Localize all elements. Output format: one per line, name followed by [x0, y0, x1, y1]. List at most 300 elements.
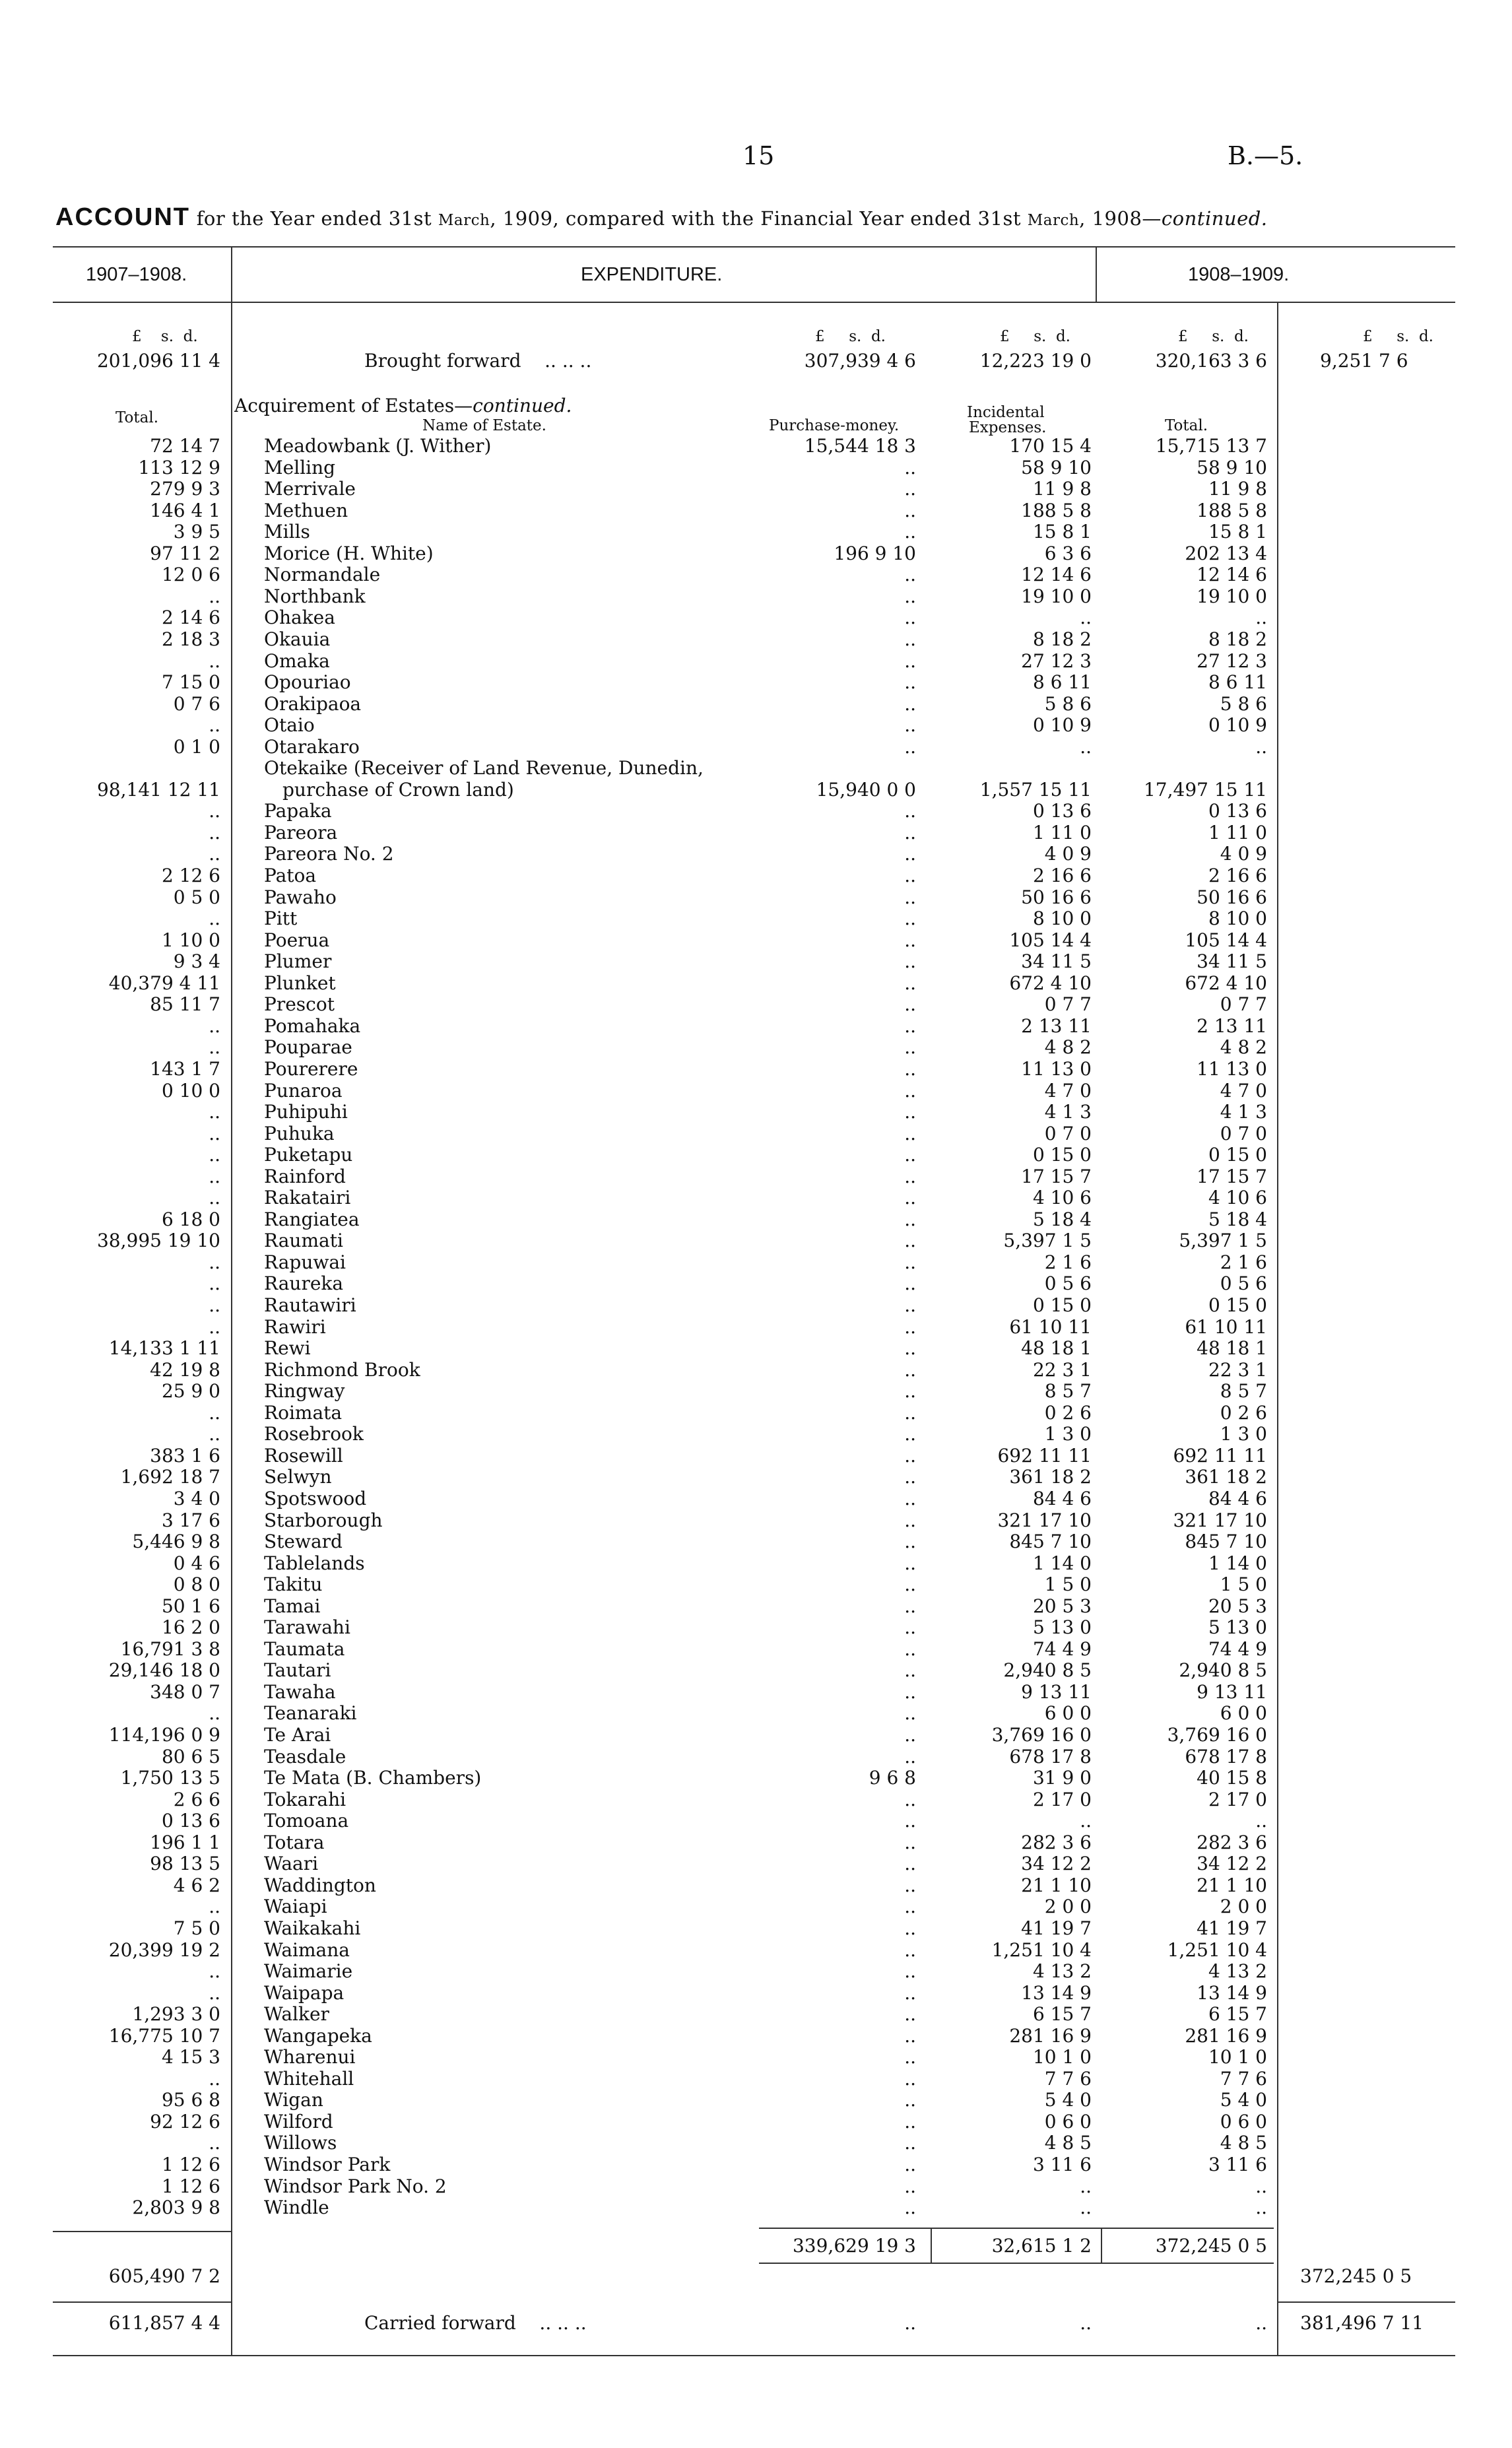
cell-estate-name: Te Mata (B. Chambers): [264, 1768, 482, 1789]
cell-prior-total: ..: [209, 1101, 220, 1123]
cell-purchase-money: ..: [904, 478, 916, 500]
cell-purchase-money: ..: [904, 628, 916, 650]
cell-purchase-money: ..: [904, 1079, 916, 1102]
cell-incidental-expenses: 1,251 10 4: [991, 1938, 1092, 1961]
cell-incidental-expenses: 31 9 0: [1032, 1767, 1092, 1789]
cell-estate-name: Okauia: [264, 628, 331, 650]
cell-incidental-expenses: 12 14 6: [1021, 564, 1092, 586]
cell-estate-name: Northbank: [264, 585, 366, 607]
cell-purchase-money: ..: [904, 1444, 916, 1467]
cell-total: 15 8 1: [1208, 521, 1267, 543]
table-row: [0, 779, 1512, 801]
cell-purchase-money: ..: [904, 2089, 916, 2111]
cell-estate-name: Takitu: [264, 1574, 323, 1596]
cell-incidental-expenses: 170 15 4: [1009, 435, 1092, 457]
cell-purchase-money: ..: [904, 1531, 916, 1553]
cell-incidental-expenses: 8 5 7: [1044, 1380, 1092, 1403]
cell-total: 10 1 0: [1208, 2046, 1267, 2068]
cell-prior-total: 196 1 1: [150, 1831, 220, 1853]
table-row: [0, 694, 1512, 715]
cell-incidental-expenses: 34 12 2: [1021, 1853, 1092, 1875]
cell-purchase-money: ..: [904, 993, 916, 1016]
cell-prior-total: ..: [209, 1014, 220, 1037]
cell-total: 0 6 0: [1220, 2110, 1267, 2133]
cell-estate-name: Spotswood: [264, 1488, 367, 1509]
cell-total: ..: [1255, 1810, 1267, 1832]
cell-prior-total: ..: [209, 1960, 220, 1983]
cell-incidental-expenses: 4 10 6: [1032, 1187, 1092, 1209]
cell-total: 74 4 9: [1208, 1638, 1267, 1660]
cell-purchase-money: ..: [904, 1466, 916, 1488]
cell-prior-total: ..: [209, 800, 220, 822]
cell-incidental-expenses: 0 15 0: [1032, 1144, 1092, 1166]
cell-incidental-expenses: ..: [1080, 1810, 1092, 1832]
cell-purchase-money: ..: [904, 2024, 916, 2047]
cell-total: 0 15 0: [1208, 1294, 1267, 1316]
table-row: [0, 1273, 1512, 1295]
cell-incidental-expenses: 0 13 6: [1032, 800, 1092, 822]
cell-total: 6 0 0: [1220, 1702, 1267, 1725]
cell-prior-total: ..: [209, 1896, 220, 1918]
cell-estate-name: Normandale: [264, 564, 381, 586]
cell-estate-name: Omaka: [264, 650, 330, 672]
left-total-rule: [53, 2231, 231, 2232]
cell-purchase-money: ..: [904, 1294, 916, 1316]
cell-prior-total: 2,803 9 8: [132, 2197, 220, 2219]
cell-prior-total: 9 3 4: [173, 950, 220, 973]
table-row: [0, 1144, 1512, 1166]
cell-estate-name: Wangapeka: [264, 2025, 372, 2047]
cell-purchase-money: ..: [904, 1724, 916, 1746]
table-row: [0, 500, 1512, 522]
cell-estate-name: Tokarahi: [264, 1789, 346, 1810]
cell-purchase-money: ..: [904, 1874, 916, 1896]
table-row: [0, 1424, 1512, 1445]
cell-total: 9 13 11: [1197, 1680, 1267, 1703]
cell-purchase-money: ..: [904, 1960, 916, 1983]
cell-estate-name: Totara: [264, 1832, 325, 1853]
cell-total: 12 14 6: [1197, 564, 1267, 586]
cell-estate-name: Tablelands: [264, 1552, 365, 1574]
cell-purchase-money: ..: [904, 2132, 916, 2154]
cell-prior-total: 348 0 7: [150, 1680, 220, 1703]
cell-estate-name: Raureka: [264, 1273, 344, 1295]
cell-purchase-money: ..: [904, 1552, 916, 1574]
cell-purchase-money: ..: [904, 1896, 916, 1918]
cell-purchase-money: ..: [904, 1273, 916, 1295]
cell-total: 8 18 2: [1208, 628, 1267, 650]
cell-prior-total: 2 6 6: [173, 1788, 220, 1810]
cell-incidental-expenses: 50 16 6: [1021, 886, 1092, 908]
currency-label-total: £ s. d.: [1178, 328, 1249, 345]
cell-total: 845 7 10: [1185, 1531, 1267, 1553]
table-row: [0, 1488, 1512, 1510]
cell-prior-total: ..: [209, 1401, 220, 1424]
cell-prior-total: ..: [209, 1144, 220, 1166]
cell-estate-name: Rewi: [264, 1338, 311, 1360]
cell-incidental-expenses: 11 9 8: [1032, 478, 1092, 500]
cell-total: 4 10 6: [1208, 1187, 1267, 1209]
cell-estate-name: Puhipuhi: [264, 1102, 348, 1123]
cell-purchase-money: ..: [904, 1702, 916, 1725]
cell-total: 0 7 0: [1220, 1122, 1267, 1144]
currency-label-incidental: £ s. d.: [1000, 328, 1070, 345]
currency-label-purchase: £ s. d.: [815, 328, 886, 345]
table-row: [0, 1918, 1512, 1940]
cell-prior-total: 5,446 9 8: [132, 1531, 220, 1553]
cell-purchase-money: ..: [904, 865, 916, 886]
cell-estate-name: Plumer: [264, 951, 332, 973]
cell-prior-total: 0 8 0: [173, 1573, 220, 1596]
cell-prior-total: 1 10 0: [161, 929, 220, 951]
cell-prior-total: 0 1 0: [173, 735, 220, 758]
cell-purchase-money: ..: [904, 1616, 916, 1639]
cell-estate-name: Pawaho: [264, 886, 337, 908]
cell-prior-total: 0 5 0: [173, 886, 220, 908]
cell-estate-name: Pouparae: [264, 1037, 352, 1059]
table-row: [0, 564, 1512, 586]
cell-total: 5 8 6: [1220, 692, 1267, 715]
cell-incidental-expenses: ..: [1080, 2175, 1092, 2197]
table-row: [0, 1381, 1512, 1403]
table-row: [0, 908, 1512, 930]
cell-prior-total: 3 17 6: [161, 1509, 220, 1531]
cell-purchase-money: ..: [904, 671, 916, 694]
cell-prior-total: ..: [209, 1423, 220, 1445]
cell-estate-name: Waddington: [264, 1874, 376, 1896]
cell-estate-name: Otekaike (Receiver of Land Revenue, Dunedin,: [264, 758, 704, 779]
cell-prior-total: ..: [209, 1036, 220, 1059]
cell-estate-name: Tautari: [264, 1660, 331, 1682]
table-row: [0, 1983, 1512, 2004]
cell-estate-name: Taumata: [264, 1638, 345, 1660]
subtotal-incidental: 32,615 1 2: [991, 2235, 1092, 2257]
cell-incidental-expenses: 321 17 10: [997, 1509, 1092, 1531]
cell-incidental-expenses: 2 0 0: [1044, 1896, 1092, 1918]
carried-forward-label: Carried forward .. .. ..: [364, 2312, 587, 2334]
cell-incidental-expenses: 0 6 0: [1044, 2110, 1092, 2133]
cell-purchase-money: ..: [904, 1788, 916, 1810]
cell-total: 2 13 11: [1197, 1014, 1267, 1037]
cell-estate-name: Teanaraki: [264, 1703, 357, 1725]
table-row: [0, 1531, 1512, 1553]
table-row: [0, 1617, 1512, 1639]
cell-purchase-money: ..: [904, 1487, 916, 1509]
cell-total: 6 15 7: [1208, 2003, 1267, 2026]
table-row: [0, 1961, 1512, 1983]
cell-incidental-expenses: 6 15 7: [1032, 2003, 1092, 2026]
cell-total: 0 15 0: [1208, 1144, 1267, 1166]
cell-total: 11 13 0: [1197, 1057, 1267, 1080]
cell-total: 0 7 7: [1220, 993, 1267, 1016]
cell-prior-total: 1,750 13 5: [120, 1767, 220, 1789]
cell-incidental-expenses: 9 13 11: [1021, 1680, 1092, 1703]
table-row: [0, 1295, 1512, 1317]
brought-forward-row: [0, 350, 1512, 372]
cell-purchase-money: ..: [904, 1853, 916, 1875]
cell-estate-name: Starborough: [264, 1509, 383, 1531]
cell-total: 8 6 11: [1208, 671, 1267, 694]
cell-estate-name: Patoa: [264, 865, 317, 886]
cell-estate-name: Mills: [264, 521, 310, 543]
table-row: [0, 1940, 1512, 1962]
table-row: [0, 1789, 1512, 1811]
carried-forward-row: [0, 2313, 1512, 2334]
cell-total: 1 14 0: [1208, 1552, 1267, 1574]
cell-estate-name: Raumati: [264, 1230, 343, 1252]
cell-purchase-money: ..: [904, 735, 916, 758]
cell-estate-name: Tarawahi: [264, 1617, 350, 1639]
cell-incidental-expenses: 361 18 2: [1009, 1466, 1092, 1488]
header-bottom-rule: [53, 302, 1455, 303]
table-row: [0, 930, 1512, 952]
cell-total: 5 18 4: [1208, 1208, 1267, 1230]
cell-estate-name: Whitehall: [264, 2068, 354, 2090]
cell-purchase-money: 9 6 8: [869, 1767, 916, 1789]
cell-incidental-expenses: 678 17 8: [1009, 1745, 1092, 1768]
table-row: [0, 1059, 1512, 1080]
table-row: [0, 1467, 1512, 1488]
cell-purchase-money: ..: [904, 1380, 916, 1403]
cell-purchase-money: ..: [904, 2110, 916, 2133]
cell-total: 4 1 3: [1220, 1101, 1267, 1123]
cell-purchase-money: ..: [904, 2197, 916, 2219]
cell-incidental-expenses: 1,557 15 11: [979, 778, 1092, 801]
cell-total: 2,940 8 5: [1179, 1659, 1267, 1682]
cell-purchase-money: ..: [904, 1144, 916, 1166]
cell-prior-total: 3 4 0: [173, 1487, 220, 1509]
cell-total: 48 18 1: [1197, 1337, 1267, 1360]
table-row: [0, 1510, 1512, 1532]
cell-incidental-expenses: 3,769 16 0: [991, 1724, 1092, 1746]
cell-total: 11 9 8: [1208, 478, 1267, 500]
cell-estate-name: Wilford: [264, 2111, 333, 2133]
cell-estate-name: Roimata: [264, 1402, 343, 1424]
cell-estate-name: Morice (H. White): [264, 543, 434, 564]
table-row: [0, 1639, 1512, 1661]
cell-purchase-money: ..: [904, 821, 916, 844]
cell-purchase-money: ..: [904, 1122, 916, 1144]
table-row: [0, 1230, 1512, 1252]
subtotal-total: 372,245 0 5: [1155, 2235, 1267, 2257]
table-row: [0, 844, 1512, 865]
cell-incidental-expenses: 282 3 6: [1021, 1831, 1092, 1853]
cell-estate-name: Methuen: [264, 500, 348, 521]
cell-incidental-expenses: 0 15 0: [1032, 1294, 1092, 1316]
table-row: [0, 543, 1512, 565]
cell-purchase-money: ..: [904, 843, 916, 865]
cell-estate-name: Rainford: [264, 1166, 346, 1187]
cell-prior-total: 72 14 7: [150, 435, 220, 457]
cell-prior-total: 80 6 5: [161, 1745, 220, 1768]
cell-purchase-money: ..: [904, 456, 916, 479]
cell-total: 21 1 10: [1197, 1874, 1267, 1896]
cell-purchase-money: ..: [904, 800, 916, 822]
cell-total: 0 10 9: [1208, 714, 1267, 737]
cell-estate-name: Teasdale: [264, 1746, 346, 1768]
cell-incidental-expenses: 15 8 1: [1032, 521, 1092, 543]
cell-incidental-expenses: 2 1 6: [1044, 1251, 1092, 1273]
cell-total: 3 11 6: [1208, 2154, 1267, 2175]
cell-prior-total: 0 10 0: [161, 1079, 220, 1102]
cell-total: 4 7 0: [1220, 1079, 1267, 1102]
cell-prior-total: 143 1 7: [150, 1057, 220, 1080]
cell-incidental-expenses: 41 19 7: [1021, 1917, 1092, 1939]
table-row: [0, 1123, 1512, 1145]
cell-purchase-money: ..: [904, 1101, 916, 1123]
cell-total: 50 16 6: [1197, 886, 1267, 908]
cell-estate-name: Melling: [264, 457, 336, 479]
total-right: 372,245 0 5: [1300, 2265, 1412, 2287]
cell-incidental-expenses: 2 16 6: [1032, 865, 1092, 886]
cell-total: 0 2 6: [1220, 1401, 1267, 1424]
table-row: [0, 1553, 1512, 1575]
cell-prior-total: 2 18 3: [161, 628, 220, 650]
cell-total: 34 12 2: [1197, 1853, 1267, 1875]
cell-incidental-expenses: 5 4 0: [1044, 2089, 1092, 2111]
header-year-left: 1907–1908.: [86, 264, 187, 285]
cell-total: 41 19 7: [1197, 1917, 1267, 1939]
cell-incidental-expenses: 188 5 8: [1021, 499, 1092, 521]
header-year-right: 1908–1909.: [1188, 264, 1290, 285]
cell-incidental-expenses: 21 1 10: [1021, 1874, 1092, 1896]
cell-purchase-money: ..: [904, 1573, 916, 1596]
cell-prior-total: ..: [209, 2132, 220, 2154]
cell-prior-total: 1 12 6: [161, 2175, 220, 2197]
cell-estate-name: Rautawiri: [264, 1295, 356, 1316]
cell-prior-total: 383 1 6: [150, 1444, 220, 1467]
cell-estate-name: Meadowbank (J. Wither): [264, 436, 492, 457]
cell-incidental-expenses: 27 12 3: [1021, 649, 1092, 672]
cell-purchase-money: ..: [904, 1251, 916, 1273]
table-row: [0, 651, 1512, 673]
col-label-prior-total: Total.: [115, 409, 159, 426]
cell-prior-total: 6 18 0: [161, 1208, 220, 1230]
table-row: [0, 801, 1512, 822]
table-row: [0, 1209, 1512, 1231]
table-row: [0, 586, 1512, 608]
carried-forward-incidental: ..: [1080, 2312, 1092, 2334]
page-number: 15: [742, 141, 775, 170]
table-row: [0, 822, 1512, 844]
cell-prior-total: 92 12 6: [150, 2110, 220, 2133]
cell-incidental-expenses: 22 3 1: [1032, 1358, 1092, 1381]
cell-incidental-expenses: 4 7 0: [1044, 1079, 1092, 1102]
cell-purchase-money: ..: [904, 1680, 916, 1703]
cell-prior-total: 38,995 19 10: [96, 1230, 220, 1252]
table-row: [0, 2047, 1512, 2068]
cell-purchase-money: ..: [904, 1057, 916, 1080]
cell-total: 4 0 9: [1220, 843, 1267, 865]
cell-incidental-expenses: 10 1 0: [1032, 2046, 1092, 2068]
right-total-rule: [1278, 2301, 1455, 2303]
cell-total: 22 3 1: [1208, 1358, 1267, 1381]
cell-estate-name: Wharenui: [264, 2047, 356, 2068]
cell-incidental-expenses: 74 4 9: [1032, 1638, 1092, 1660]
cell-purchase-money: ..: [904, 1358, 916, 1381]
cell-purchase-money: ..: [904, 1187, 916, 1209]
cell-total: 4 8 5: [1220, 2132, 1267, 2154]
cell-estate-name: Plunket: [264, 972, 336, 994]
cell-incidental-expenses: 1 11 0: [1032, 821, 1092, 844]
cell-prior-total: 42 19 8: [150, 1358, 220, 1381]
cell-incidental-expenses: 4 8 5: [1044, 2132, 1092, 2154]
table-row: [0, 887, 1512, 909]
table-row: [0, 1810, 1512, 1832]
cell-total: 4 13 2: [1208, 1960, 1267, 1983]
cell-prior-total: ..: [209, 1187, 220, 1209]
cell-prior-total: ..: [209, 1165, 220, 1187]
table-row: [0, 672, 1512, 694]
cell-incidental-expenses: 845 7 10: [1009, 1531, 1092, 1553]
cell-purchase-money: ..: [904, 521, 916, 543]
cell-estate-name: Richmond Brook: [264, 1359, 420, 1381]
cell-prior-total: 98,141 12 11: [96, 778, 220, 801]
table-row: [0, 521, 1512, 543]
table-row: [0, 1102, 1512, 1123]
cell-total: ..: [1255, 2175, 1267, 2197]
cell-incidental-expenses: 1 5 0: [1044, 1573, 1092, 1596]
cell-total: 20 5 3: [1208, 1595, 1267, 1617]
cell-incidental-expenses: 6 3 6: [1044, 542, 1092, 564]
cell-purchase-money: ..: [904, 2175, 916, 2197]
cell-prior-total: 146 4 1: [150, 499, 220, 521]
cell-total: 17,497 15 11: [1143, 778, 1267, 801]
cell-total: 13 14 9: [1197, 1981, 1267, 2004]
table-row: [0, 2176, 1512, 2198]
cell-estate-name: Punaroa: [264, 1080, 343, 1102]
currency-label-left: £ s. d.: [132, 328, 198, 345]
cell-incidental-expenses: 0 7 0: [1044, 1122, 1092, 1144]
cell-purchase-money: ..: [904, 564, 916, 586]
table-row: [0, 1896, 1512, 1918]
cell-prior-total: 16,791 3 8: [120, 1638, 220, 1660]
cell-incidental-expenses: ..: [1080, 2197, 1092, 2219]
cell-prior-total: 25 9 0: [161, 1380, 220, 1403]
cell-prior-total: ..: [209, 649, 220, 672]
cell-prior-total: 279 9 3: [150, 478, 220, 500]
table-row: [0, 1832, 1512, 1854]
cell-incidental-expenses: ..: [1080, 607, 1092, 629]
cell-estate-name: Te Arai: [264, 1725, 331, 1746]
table-row: [0, 1682, 1512, 1704]
table-row: [0, 758, 1512, 779]
cell-prior-total: ..: [209, 908, 220, 930]
cell-estate-name: Pareora No. 2: [264, 844, 394, 865]
cell-incidental-expenses: 2 13 11: [1021, 1014, 1092, 1037]
cell-estate-name: Waimana: [264, 1939, 350, 1961]
table-row: [0, 1445, 1512, 1467]
cell-prior-total: 4 6 2: [173, 1874, 220, 1896]
col-label-purchase: Purchase-money.: [769, 417, 900, 434]
cell-prior-total: 0 7 6: [173, 692, 220, 715]
cell-total: 5,397 1 5: [1179, 1230, 1267, 1252]
cell-purchase-money: ..: [904, 886, 916, 908]
cell-estate-name: Puhuka: [264, 1123, 335, 1144]
cell-total: 1 3 0: [1220, 1423, 1267, 1445]
cell-incidental-expenses: 58 9 10: [1021, 456, 1092, 479]
cell-estate-name: Wigan: [264, 2090, 323, 2111]
cell-estate-name: purchase of Crown land): [282, 779, 514, 801]
right-header-rule: [1096, 246, 1097, 303]
cell-total: 8 5 7: [1220, 1380, 1267, 1403]
cell-incidental-expenses: 6 0 0: [1044, 1702, 1092, 1725]
table-row: [0, 973, 1512, 995]
cell-total: 692 11 11: [1173, 1444, 1267, 1467]
cell-estate-name: Selwyn: [264, 1467, 332, 1488]
carried-forward-purchase: ..: [904, 2312, 916, 2334]
brought-forward-incidental: 12,223 19 0: [979, 350, 1092, 372]
